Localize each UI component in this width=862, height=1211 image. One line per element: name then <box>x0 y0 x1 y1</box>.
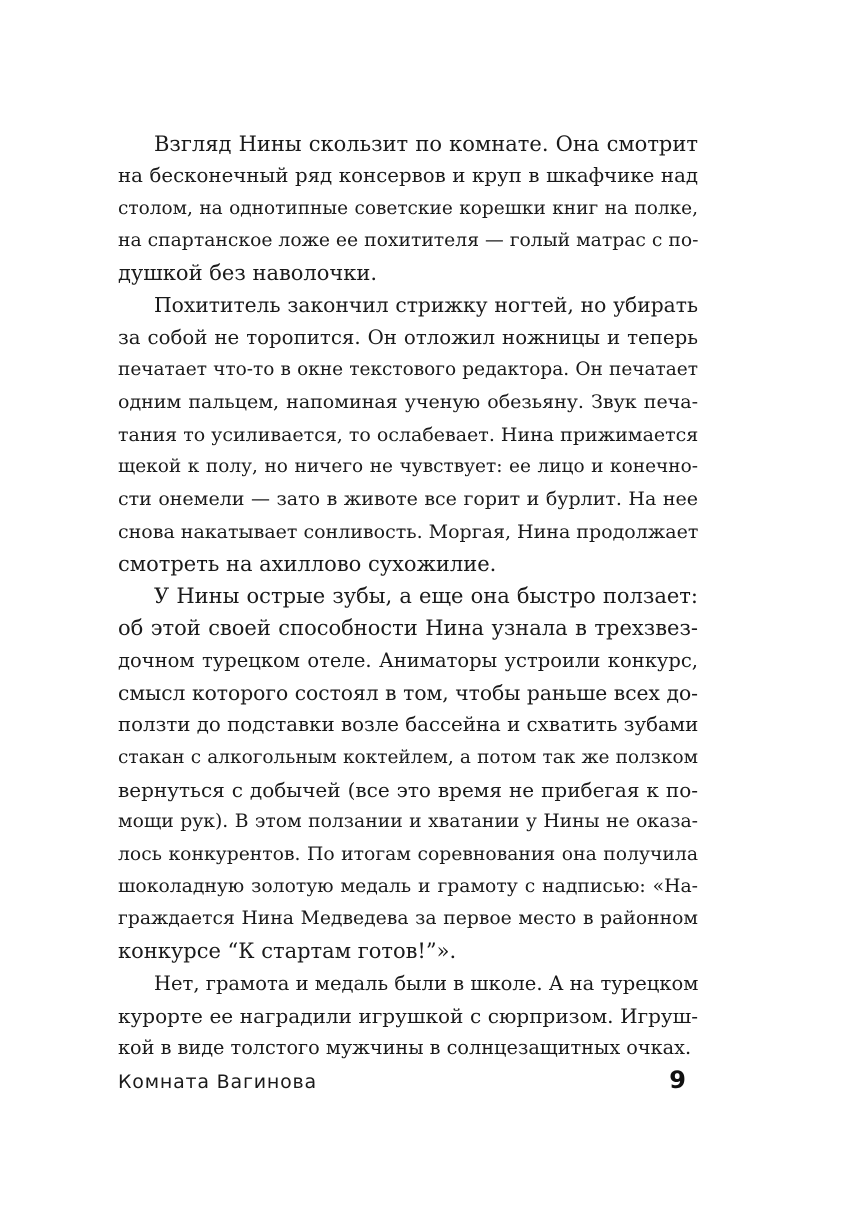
text-line: стакан с алкогольным коктейлем, а потом так же ползком <box>118 746 698 768</box>
text-line: мощи рук). В этом ползании и хватании у Нины не оказа- <box>118 811 698 833</box>
text-line: столом, на однотипные советские корешки книг на полке, <box>118 197 698 219</box>
text-line: за собой не торопится. Он отложил ножницы и теперь <box>118 325 698 349</box>
paragraph-1 <box>118 128 698 289</box>
text-line: конкурсе “К стартам готов!”». <box>118 939 457 964</box>
text-line: снова накатывает сонливость. Моргая, Нина продолжает <box>118 520 699 543</box>
text-line: душкой без наволочки. <box>118 261 378 286</box>
paragraph-4 <box>118 968 698 1065</box>
page-number: 9 <box>669 1066 686 1094</box>
body-text <box>118 128 698 1065</box>
text-line: У Нины острые зубы, а еще она быстро ползает: <box>154 584 698 609</box>
text-line: лось конкурентов. По итогам соревнования она получила <box>118 843 698 865</box>
text-line: щекой к полу, но ничего не чувствует: ее лицо и конечно- <box>118 455 698 477</box>
text-line: сти онемели — зато в животе все горит и бурлит. На нее <box>118 488 698 511</box>
text-line: смысл которого состоял в том, чтобы раньше всех до- <box>118 681 698 706</box>
running-footer-title: Комната Вагинова <box>118 1071 317 1093</box>
text-line: на спартанское ложе ее похитителя — голый матрас с по- <box>118 229 699 251</box>
text-line: печатает что-то в окне текстового редактора. Он печатает <box>118 359 698 381</box>
text-line: Похититель закончил стрижку ногтей, но убирать <box>154 293 698 318</box>
text-line: дочном турецком отеле. Аниматоры устроили конкурс, <box>118 648 698 672</box>
text-line: Взгляд Нины скользит по комнате. Она смотрит <box>154 132 698 156</box>
text-line: Нет, грамота и медаль были в школе. А на турецком <box>154 971 699 995</box>
paragraph-2 <box>118 289 698 580</box>
text-line: кой в виде толстого мужчины в солнцезащитных очках. <box>118 1036 692 1060</box>
text-line: граждается Нина Медведева за первое место в районном <box>118 908 698 930</box>
text-line: смотреть на ахиллово сухожилие. <box>118 551 497 576</box>
text-line: ползти до подставки возле бассейна и схватить зубами <box>118 713 699 737</box>
text-line: тания то усиливается, то ослабевает. Нина прижимается <box>118 423 699 446</box>
text-line: курорте ее наградили игрушкой с сюрпризом. Игруш- <box>118 1004 698 1029</box>
text-line: шоколадную золотую медаль и грамоту с надписью: «На- <box>118 875 698 897</box>
paragraph-3 <box>118 580 698 968</box>
text-line: вернуться с добычей (все это время не прибегая к по- <box>118 777 698 802</box>
text-line: одним пальцем, напоминая ученую обезьяну. Звук печа- <box>118 391 698 414</box>
text-line: об этой своей способности Нина узнала в трехзвез- <box>118 616 698 641</box>
text-line: на бесконечный ряд консервов и круп в шкафчике над <box>118 164 698 188</box>
